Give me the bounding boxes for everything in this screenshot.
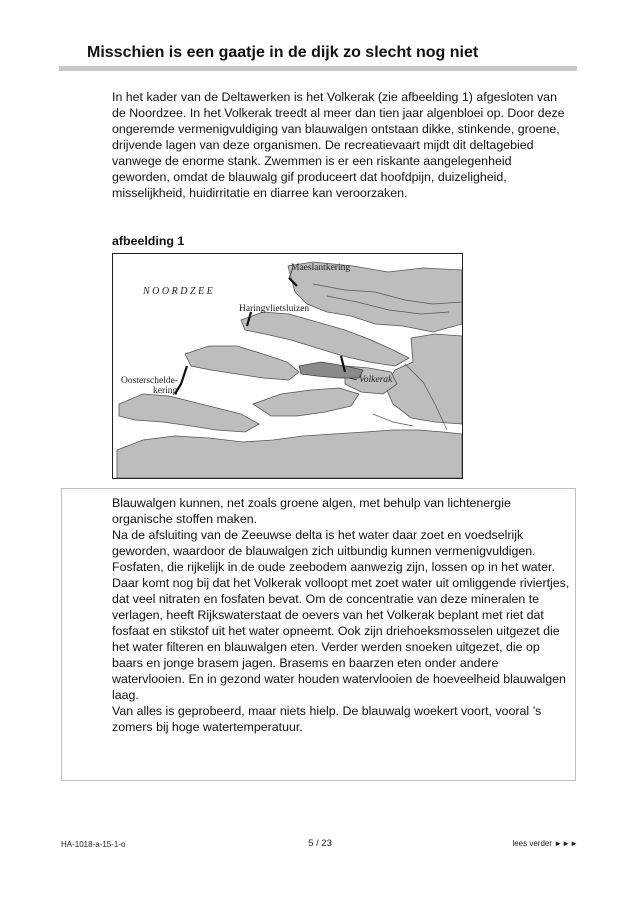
- land-zuid-beveland: [253, 388, 359, 416]
- info-paragraph: Blauwalgen kunnen, net zoals groene algen, met behulp van lichtenergie organische stoffen maken.: [112, 496, 511, 526]
- label-oosterschelde-line1: Oosterschelde-: [121, 376, 178, 386]
- label-maeslantkering: Maeslantkering: [291, 263, 351, 273]
- land-schouwen: [185, 346, 299, 380]
- info-paragraph: Fosfaten, die rijkelijk in de oude zeebodem aanwezig zijn, lossen op in het water. Daar komt nog bij dat het Volkerak volloopt met zoet water uit omliggende riviertjes, dat veel nitraten en fosfaten bevat. Om de concentratie van deze mineralen te verlagen, heeft Rijkswaterstaat de oevers van het Volkerak beplant met riet dat fosfaat en stikstof uit het water opneemt. Ook zijn driehoeksmosselen uitgezet die het water filteren en blauwalgen eten. Verder werden snoeken uitgezet, die op baars en jonge brasem jagen. Brasems en baarzen eten onder andere watervlooien. En in gezond water houden watervlooien de hoeveelheid blauwalgen laag.: [112, 560, 570, 702]
- land-zeeuws-vlaanderen: [117, 430, 462, 478]
- page-title: Misschien is een gaatje in de dijk zo slecht nog niet: [87, 44, 479, 61]
- intro-paragraph: In het kader van de Deltawerken is het Volkerak (zie afbeelding 1) afgesloten van de Noordzee. In het Volkerak treedt al meer dan tien jaar algenbloei op. Door deze ongeremde vermenigvuldiging van blauwalgen ontstaan dikke, stinkende, groene, drijvende lagen van deze organismen. De recreatievaart mijdt dit deltagebied vanwege de enorme stank. Zwemmen is er een riskante aangelegenheid geworden, omdat de blauwalg gif produceert dat hoofdpijn, duizeligheid, misselijkheid, huidirritatie en diarree kan veroorzaken.: [112, 90, 565, 200]
- footer-next-link: lees verder ►►►: [512, 839, 578, 848]
- label-haringvlietsluizen: Haringvlietsluizen: [239, 304, 310, 314]
- figure-label: afbeelding 1: [112, 234, 185, 248]
- volkerak-water: [299, 362, 363, 378]
- footer-page-number: 5 / 23: [308, 838, 332, 849]
- delta-map: [112, 253, 463, 479]
- land-walcheren: [119, 394, 259, 432]
- label-oosterschelde-line2: kering: [153, 386, 178, 396]
- footer-exam-code: HA-1018-a-15-1-o: [61, 840, 126, 849]
- info-text: [112, 495, 572, 735]
- info-paragraph: Na de afsluiting van de Zeeuwse delta is het water daar zoet en voedselrijk geworden, waardoor de blauwalgen zich uitbundig kunnen vermenigvuldigen.: [112, 528, 536, 558]
- label-volkerak: Volkerak: [359, 375, 393, 385]
- title-divider: [59, 66, 577, 71]
- land-east: [385, 334, 462, 424]
- info-paragraph: Van alles is geprobeerd, maar niets hielp. De blauwalg woekert voort, vooral ’s zomers bij hoge watertemperatuur.: [112, 704, 542, 734]
- label-noordzee: N O O R D Z E E: [143, 286, 213, 297]
